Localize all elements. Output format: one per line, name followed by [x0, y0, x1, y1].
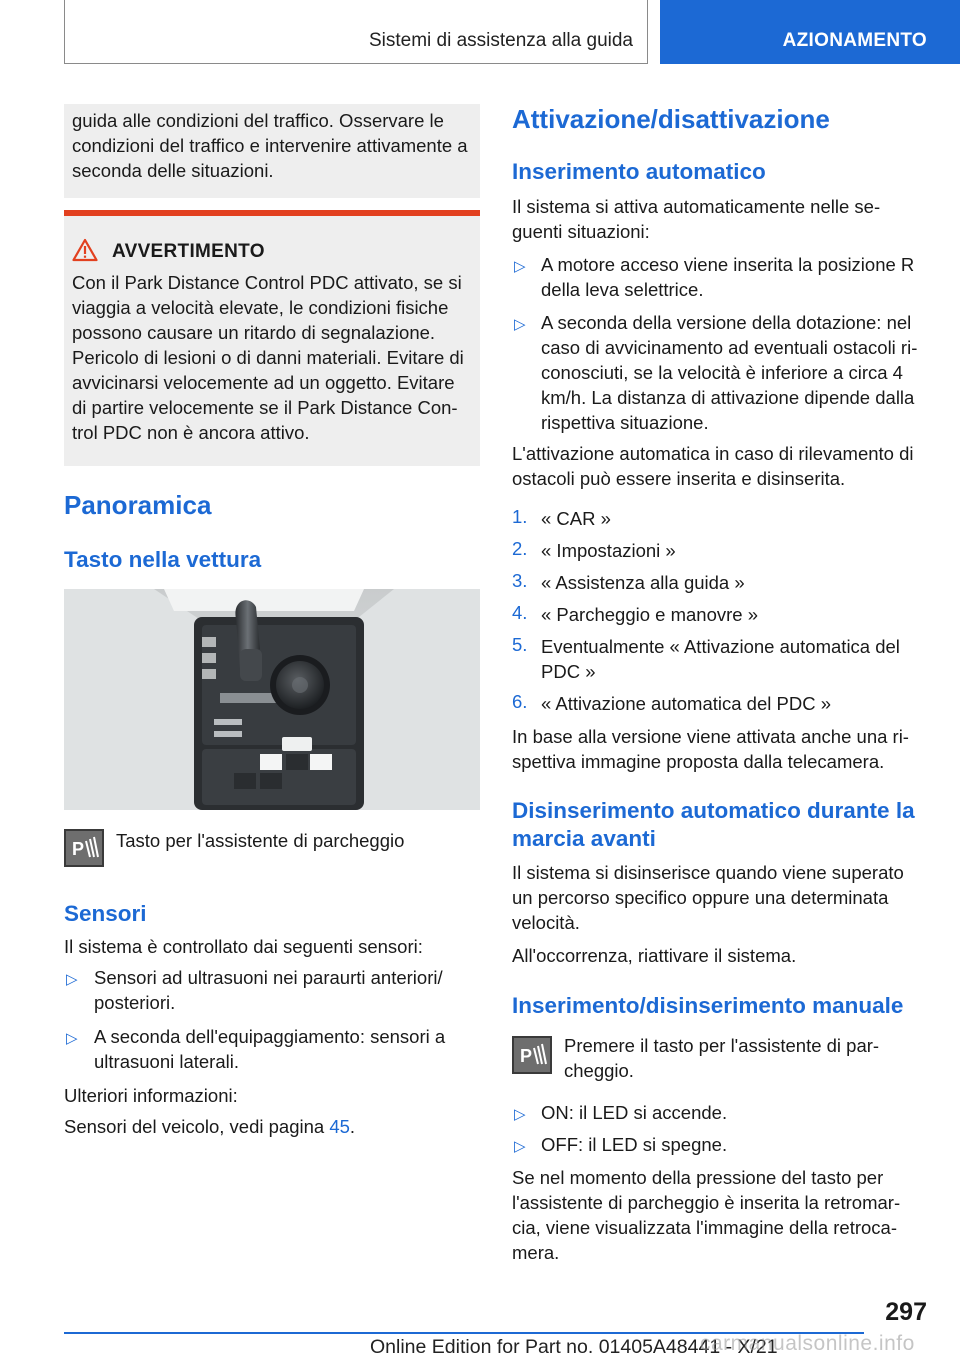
step-text: « Assistenza alla guida »	[541, 572, 745, 593]
park-assist-button-icon	[64, 829, 104, 867]
manual-press-text: Premere il tasto per l'assistente di par‐cheggio.	[564, 1035, 880, 1081]
auto-intro: Il sistema si attiva automaticamente nelle se‐guenti situazioni:	[512, 196, 881, 242]
step-number: 3.	[512, 570, 528, 591]
auto-item: A motore acceso viene inserita la posizione R della leva selettrice.	[541, 254, 915, 300]
center-console-photo	[64, 589, 480, 810]
heading-panoramica: Panoramica	[64, 490, 212, 520]
auto-item: A seconda della versione della dotazione: nel caso di avvicinamento ad eventuali ostacoli ri‐conosciuti, se la velocità è inferiore a circa 4 km/h. La distanza di attivazione dipende dalla rispettiva situazione.	[541, 312, 918, 433]
heading-manuale: Inserimento/disinserimento manuale	[512, 993, 904, 1018]
sensori-reference	[64, 1114, 480, 1139]
bullet-triangle-icon: ▷	[66, 971, 78, 988]
header-section-title: Sistemi di assistenza alla guida	[368, 30, 633, 51]
step-number: 4.	[512, 602, 528, 623]
auto-detect-text: L'attivazione automatica in caso di rilevamento di ostacoli può essere inserita e disinserita.	[512, 443, 914, 489]
note-text: guida alle condizioni del traffico. Osservare le condizioni del traffico e intervenire attivamente a seconda delle situazioni.	[72, 110, 468, 181]
bullet-triangle-icon: ▷	[514, 258, 526, 275]
camera-text: In base alla versione viene attivata anche una ri‐spettiva immagine proposta dalla telecamera.	[512, 726, 909, 772]
step-number: 2.	[512, 538, 528, 559]
page-link-45[interactable]: 45	[329, 1116, 350, 1137]
heading-sensori: Sensori	[64, 901, 147, 926]
reference-suffix: .	[349, 1116, 356, 1137]
reference-text: Sensori del veicolo, vedi pagina	[64, 1116, 330, 1137]
sensori-item: A seconda dell'equipaggiamento: sensori a ultrasuoni laterali.	[94, 1026, 446, 1072]
riattivare-text: All'occorrenza, riattivare il sistema.	[512, 945, 797, 966]
svg-text:P: P	[520, 1046, 533, 1066]
closing-text: Se nel momento della pressione del tasto per l'assistente di parcheggio è inserita la retromar‐cia, viene visualizzata l'immagine della retroca‐mera.	[512, 1167, 901, 1263]
warning-triangle-icon	[72, 238, 98, 267]
heading-disinserimento: Disinserimento automatico durante la marcia avanti	[512, 798, 915, 851]
disinserimento-text: Il sistema si disinserisce quando viene superato un percorso specifico oppure una determinata velocità.	[512, 862, 904, 933]
step-number: 5.	[512, 634, 528, 655]
manual-item: OFF: il LED si spegne.	[541, 1134, 728, 1155]
bullet-triangle-icon: ▷	[66, 1030, 78, 1047]
park-assist-button-icon	[512, 1036, 552, 1074]
step-text: « Attivazione automatica del PDC »	[541, 693, 831, 714]
warning-text: Con il Park Distance Control PDC attivato, se si viaggia a velocità elevate, le condizioni fisiche possono causare un ritardo di segnalazione. Pericolo di lesioni o di danni materiali. Evitare di avvicinarsi velocemente ad un oggetto. Evitare di partire velocemente se il Park Distance Con‐trol PDC non è ancora attivo.	[72, 272, 464, 443]
sensori-intro: Il sistema è controllato dai seguenti sensori:	[64, 936, 423, 957]
step-text: « CAR »	[541, 508, 611, 529]
note-box	[64, 104, 480, 198]
warning-header	[72, 238, 472, 266]
watermark: carmanualsonline.info	[700, 1332, 915, 1355]
step-number: 1.	[512, 506, 528, 527]
warning-title: AVVERTIMENTO	[112, 241, 265, 262]
manual-item: ON: il LED si accende.	[541, 1102, 728, 1123]
svg-text:P: P	[72, 839, 85, 859]
footer-edition: Online Edition for Part no. 01405A48441 - X/21	[370, 1336, 778, 1358]
header-chapter-title: AZIONAMENTO	[782, 30, 927, 51]
page-number: 297	[885, 1298, 927, 1326]
bullet-triangle-icon: ▷	[514, 1138, 526, 1155]
heading-attivazione: Attivazione/disattivazione	[512, 104, 830, 134]
step-text: « Impostazioni »	[541, 540, 676, 561]
bullet-triangle-icon: ▷	[514, 316, 526, 333]
heading-inserimento-automatico: Inserimento automatico	[512, 159, 766, 184]
step-number: 6.	[512, 691, 528, 712]
ulteriori-informazioni: Ulteriori informazioni:	[64, 1085, 238, 1106]
heading-tasto-vettura: Tasto nella vettura	[64, 547, 262, 572]
warning-box	[64, 210, 480, 466]
step-text: Eventualmente « Attivazione automatica del PDC »	[541, 636, 900, 682]
header-chapter-tab	[660, 0, 960, 64]
bullet-triangle-icon: ▷	[514, 1106, 526, 1123]
header-section-box	[64, 0, 648, 64]
sensori-item: Sensori ad ultrasuoni nei paraurti anteriori/ posteriori.	[94, 967, 443, 1013]
step-text: « Parcheggio e manovre »	[541, 604, 758, 625]
photo-caption: Tasto per l'assistente di parcheggio	[116, 830, 405, 851]
